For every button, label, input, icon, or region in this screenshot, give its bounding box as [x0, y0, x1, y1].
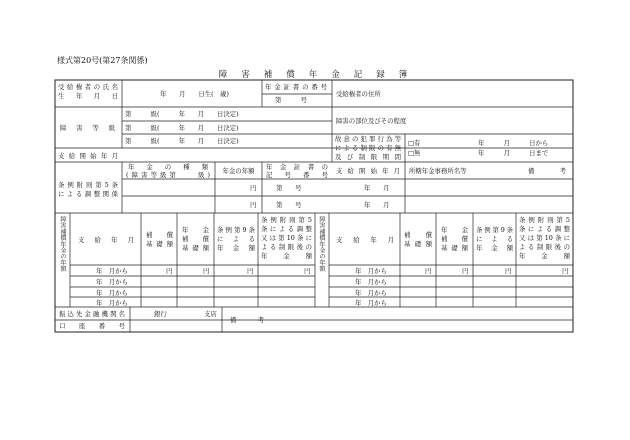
- right-row-4: 年 月から: [355, 299, 387, 307]
- pension-amount-label: 年金の年額: [222, 167, 255, 175]
- art9-label-2-left: による: [217, 235, 255, 243]
- annual-side-label-right: 障害補償年金の年額: [318, 216, 325, 272]
- birth-date-label: 生年月日: [58, 92, 118, 100]
- adj-label-3-right: 又は第10条に: [519, 234, 570, 242]
- adjust-yen-2: 円: [250, 201, 257, 209]
- restriction-label-1: 故意の犯罪行為等: [335, 135, 401, 143]
- pension-cert-label-2: 記号番号: [266, 171, 328, 179]
- adjustment-label-2: による調整関係: [58, 190, 118, 198]
- adj-label-1-left: 条例附則第5: [261, 216, 312, 224]
- left-row-4: 年 月から: [96, 299, 128, 307]
- form-number: 様式第20号(第27条関係): [57, 56, 148, 65]
- adjust-yen-1: 円: [250, 184, 257, 192]
- restriction-no-checkbox[interactable]: □無: [408, 149, 421, 157]
- grade-row-2: 第 級( 年 月 日決定): [125, 124, 239, 132]
- restriction-yes-checkbox[interactable]: □有: [408, 139, 421, 147]
- cert-number-label: 年金証書の番号: [265, 83, 327, 91]
- annual-side-label-left: 障害補償年金の年額: [59, 216, 66, 272]
- disability-grade-label: 障害等級: [60, 124, 115, 132]
- adjustment-label-1: 条例附則第5条: [58, 181, 118, 189]
- adjust-ym-1: 年 月: [364, 184, 390, 192]
- left-row-2: 年 月から: [96, 278, 128, 286]
- amt-label-2-left: 補償: [182, 235, 209, 243]
- restriction-label-3: 及び制限期間: [335, 153, 401, 161]
- base-label-2-left: 基礎額: [146, 240, 173, 248]
- adjust-no-2: 第 号: [276, 201, 302, 209]
- art9-label-1-left: 条例第9条: [217, 226, 255, 234]
- right-row-3: 年 月から: [355, 289, 387, 297]
- adj-label-1-right: 条例附則第5: [519, 216, 570, 224]
- right-row-2: 年 月から: [355, 278, 387, 286]
- account-number-label: 口座番号: [59, 322, 125, 330]
- adj-label-4-right: よる制限後の: [519, 243, 570, 251]
- right-yen-1: 円: [425, 267, 432, 275]
- art9-label-3-right: 年金額: [476, 244, 513, 252]
- left-yen-1: 円: [166, 267, 173, 275]
- right-yen-4: 円: [562, 267, 569, 275]
- grade-row-1: 第 級( 年 月 日決定): [125, 110, 239, 118]
- disability-part-label: 障害の部位及びその程度: [336, 117, 407, 125]
- remarks-label: 備考: [230, 316, 264, 324]
- amt-label-1-right: 年金: [441, 226, 468, 234]
- payment-start-label: 支給開始年月: [58, 152, 118, 160]
- pension-cert-label-1: 年金証書の: [266, 163, 328, 171]
- birth-date-value: 年 月 日生( 歳): [160, 90, 229, 98]
- adj-label-4-left: よる制限後の: [261, 243, 312, 251]
- cert-number-value: 第 号: [275, 96, 307, 104]
- address-label: 受給権者の住所: [336, 90, 381, 98]
- restriction-to: 年 月 日まで: [478, 149, 549, 157]
- left-yen-3: 円: [247, 267, 254, 275]
- adjust-ym-2: 年 月: [364, 201, 390, 209]
- left-row-1: 年 月から: [96, 267, 128, 275]
- left-row-3: 年 月から: [96, 289, 128, 297]
- amt-label-3-left: 基礎額: [182, 244, 209, 252]
- amt-label-3-right: 基礎額: [441, 244, 468, 252]
- left-yen-4: 円: [304, 267, 311, 275]
- pension-type-label: 年金の種類: [128, 163, 208, 171]
- base-label-1-left: 補償: [146, 231, 173, 239]
- adjust-no-1: 第 号: [276, 184, 302, 192]
- restriction-label-2: による制限の有無: [335, 144, 401, 152]
- adj-label-3-left: 又は第10条に: [261, 234, 312, 242]
- art9-label-3-left: 年金額: [217, 244, 255, 252]
- amt-label-1-left: 年金: [182, 226, 209, 234]
- left-yen-2: 円: [203, 267, 210, 275]
- adj-label-5-right: 年金額: [519, 252, 570, 260]
- adj-label-2-left: 条による調整: [261, 225, 312, 233]
- restriction-from: 年 月 日から: [478, 139, 549, 147]
- adjust-note-label: 備考: [528, 167, 566, 175]
- right-yen-2: 円: [462, 267, 469, 275]
- base-label-1-right: 補償: [404, 231, 432, 239]
- art9-label-2-right: による: [476, 235, 513, 243]
- page-title: 障害補償年金記録簿: [218, 70, 422, 80]
- base-label-2-right: 基礎額: [404, 240, 432, 248]
- adj-label-2-right: 条による調整: [519, 225, 570, 233]
- pay-ym-label-left: 支給年月: [78, 236, 134, 244]
- adj-label-5-left: 年金額: [261, 252, 312, 260]
- adjust-start-label: 支給開始年月: [336, 167, 400, 175]
- art9-label-1-right: 条例第9条: [476, 226, 513, 234]
- branch-suffix: 支店: [204, 310, 217, 318]
- pension-office-label: 所轄年金事務所名等: [409, 167, 467, 175]
- right-row-1: 年 月から: [355, 267, 387, 275]
- pay-ym-label-right: 支給年月: [336, 236, 394, 244]
- right-yen-3: 円: [505, 267, 512, 275]
- pension-grade-label: (障害等級第 級): [126, 171, 210, 179]
- recipient-name-label: 受給権者の氏名: [58, 83, 118, 91]
- amt-label-2-right: 補償: [441, 235, 468, 243]
- bank-label: 振込先金融機関名: [59, 310, 125, 318]
- bank-suffix: 銀行: [154, 310, 167, 318]
- grade-row-3: 第 級( 年 月 日決定): [125, 137, 239, 145]
